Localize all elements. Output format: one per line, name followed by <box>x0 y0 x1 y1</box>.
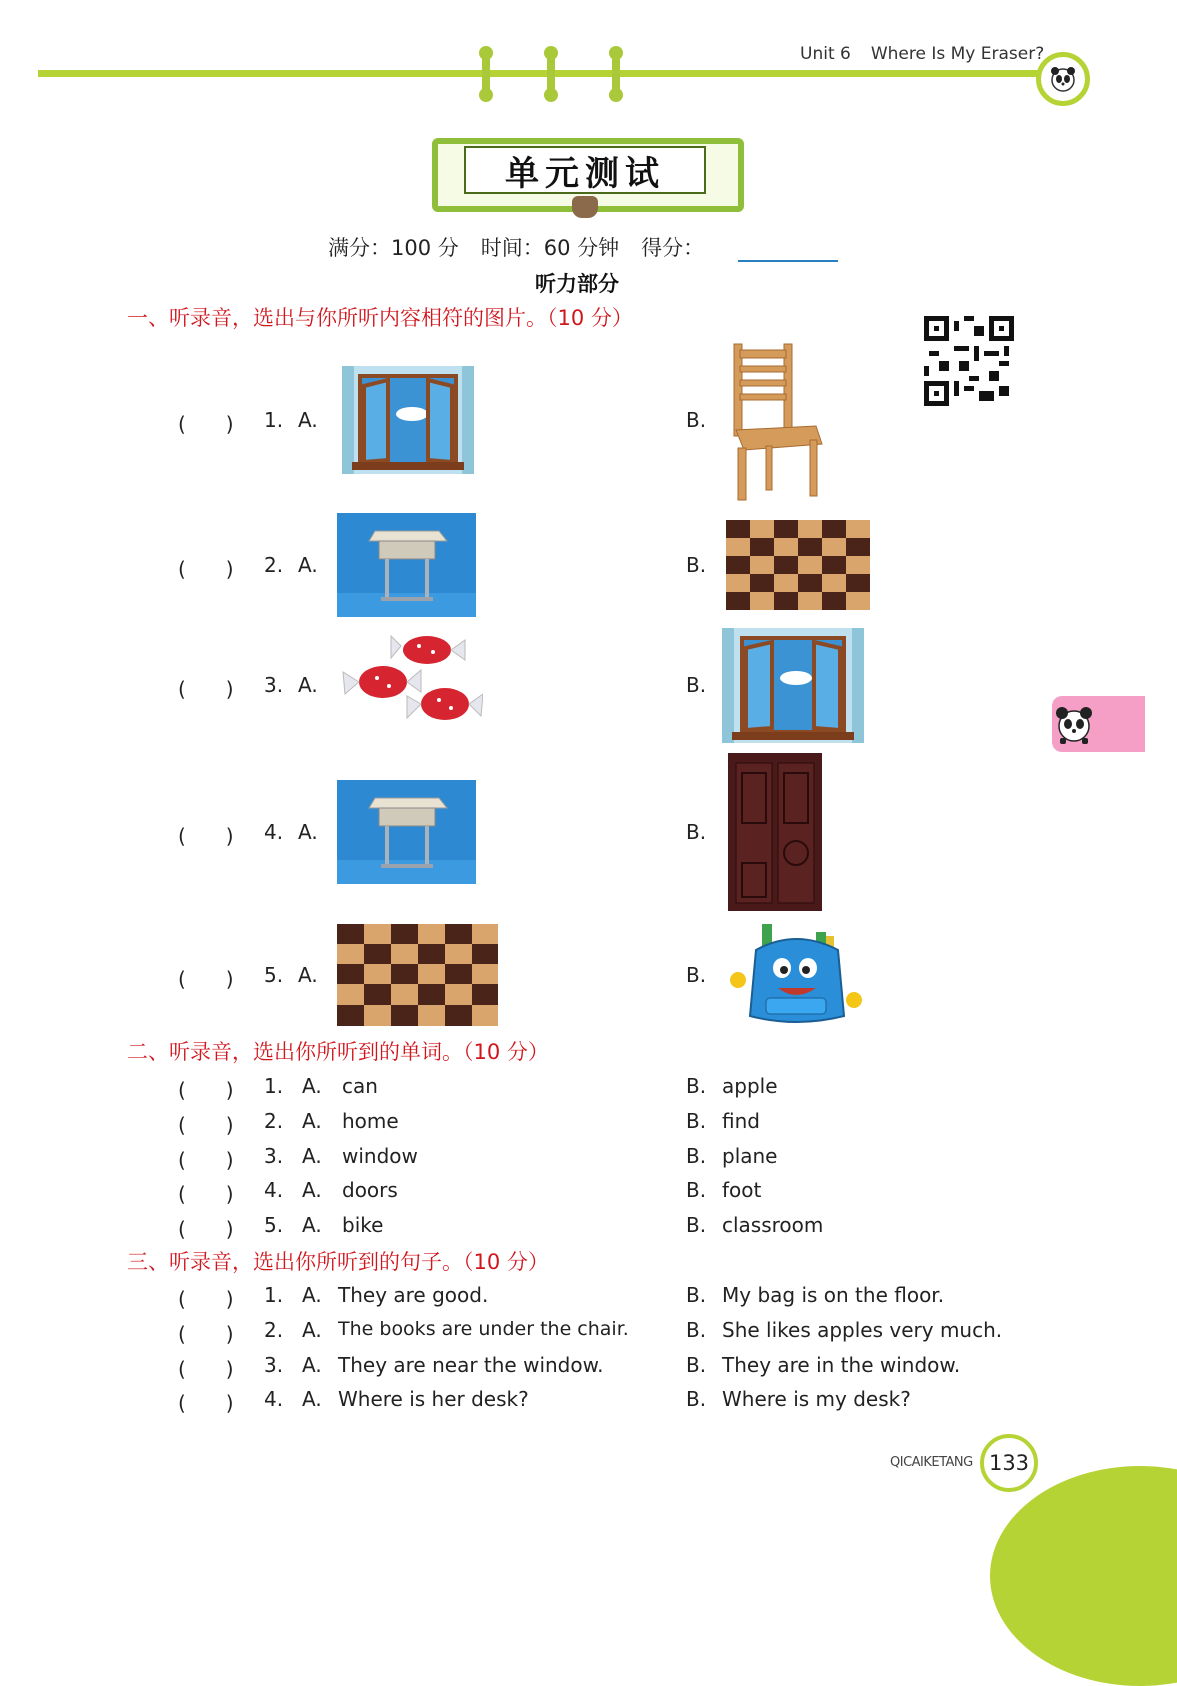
door-icon <box>726 753 824 911</box>
score-blank-field[interactable] <box>738 260 838 262</box>
option-b-text: She likes apples very much. <box>722 1318 1003 1342</box>
question-number: 1. <box>264 408 284 432</box>
option-a-text: They are good. <box>338 1283 489 1307</box>
time-limit: 时间：60 分钟 <box>480 236 620 260</box>
full-score: 满分：100 分 <box>328 236 459 260</box>
answer-blank[interactable]: ( ) <box>178 412 234 436</box>
floor-icon <box>337 924 498 1026</box>
option-a-text: They are near the window. <box>338 1353 604 1377</box>
question-number: 1. <box>264 1283 284 1307</box>
footer-brand: QICAIKETANG <box>890 1455 973 1470</box>
option-b-label: B. <box>686 673 707 697</box>
question-number: 5. <box>264 963 284 987</box>
desk-icon <box>337 513 476 617</box>
question-number: 2. <box>264 1318 284 1342</box>
option-b-text: Where is my desk? <box>722 1387 911 1411</box>
option-a-text: doors <box>342 1178 398 1202</box>
answer-blank[interactable]: ( ) <box>178 557 234 581</box>
binder-pin-icon <box>547 52 555 96</box>
answer-blank[interactable]: ( ) <box>178 1113 234 1137</box>
qr-code-icon[interactable] <box>924 316 1014 406</box>
option-b-text: foot <box>722 1178 762 1202</box>
option-b-label: B. <box>686 820 707 844</box>
option-b-label: B. <box>686 553 707 577</box>
option-a-label: A. <box>298 673 318 697</box>
answer-blank[interactable]: ( ) <box>178 967 234 991</box>
binder-pin-icon <box>612 52 620 96</box>
question-number: 1. <box>264 1074 284 1098</box>
option-a-label: A. <box>302 1074 322 1098</box>
option-a-text: Where is her desk? <box>338 1387 529 1411</box>
window-icon <box>722 628 864 743</box>
option-a-label: A. <box>302 1213 322 1237</box>
floor-icon <box>726 520 870 610</box>
question-number: 5. <box>264 1213 284 1237</box>
option-b-label: B. <box>686 1353 707 1377</box>
option-a-text: home <box>342 1109 399 1133</box>
corner-decoration <box>990 1466 1177 1686</box>
question-number: 3. <box>264 1144 284 1168</box>
option-a-label: A. <box>302 1144 322 1168</box>
option-b-label: B. <box>686 1074 707 1098</box>
schoolbag-icon <box>726 920 866 1028</box>
question-number: 2. <box>264 553 284 577</box>
option-b-text: apple <box>722 1074 778 1098</box>
option-a-label: A. <box>298 820 318 844</box>
candy-icon <box>337 630 483 740</box>
answer-blank[interactable]: ( ) <box>178 677 234 701</box>
answer-blank[interactable]: ( ) <box>178 1357 234 1381</box>
binder-pin-icon <box>482 52 490 96</box>
question-number: 2. <box>264 1109 284 1133</box>
option-b-label: B. <box>686 1144 707 1168</box>
question-number: 4. <box>264 1387 284 1411</box>
answer-blank[interactable]: ( ) <box>178 824 234 848</box>
question-number: 3. <box>264 673 284 697</box>
answer-blank[interactable]: ( ) <box>178 1148 234 1172</box>
unit-number: Unit 6 <box>800 44 851 64</box>
option-a-label: A. <box>302 1387 322 1411</box>
option-b-text: My bag is on the floor. <box>722 1283 945 1307</box>
answer-blank[interactable]: ( ) <box>178 1217 234 1241</box>
option-a-label: A. <box>302 1283 322 1307</box>
option-b-label: B. <box>686 963 707 987</box>
panda-badge-icon <box>1036 52 1090 106</box>
option-a-label: A. <box>302 1353 322 1377</box>
option-b-label: B. <box>686 1178 707 1202</box>
answer-blank[interactable]: ( ) <box>178 1391 234 1415</box>
option-a-text: window <box>342 1144 418 1168</box>
option-a-label: A. <box>298 408 318 432</box>
panda-icon <box>1052 702 1096 746</box>
option-b-label: B. <box>686 1283 707 1307</box>
answer-blank[interactable]: ( ) <box>178 1078 234 1102</box>
option-b-label: B. <box>686 1318 707 1342</box>
desk-icon <box>337 780 476 884</box>
option-b-label: B. <box>686 1213 707 1237</box>
question-number: 3. <box>264 1353 284 1377</box>
page-number: 133 <box>980 1434 1038 1492</box>
section2-title: 二、听录音，选出你所听到的单词。（10 分） <box>127 1040 549 1064</box>
option-b-text: find <box>722 1109 760 1133</box>
option-b-label: B. <box>686 408 707 432</box>
score-label: 得分： <box>641 236 705 260</box>
option-a-text: can <box>342 1074 378 1098</box>
option-a-text: The books are under the chair. <box>338 1318 629 1340</box>
score-info <box>328 232 726 262</box>
option-b-text: classroom <box>722 1213 824 1237</box>
option-a-label: A. <box>302 1318 322 1342</box>
unit-header <box>800 44 1044 64</box>
answer-blank[interactable]: ( ) <box>178 1182 234 1206</box>
option-b-label: B. <box>686 1387 707 1411</box>
section1-title: 一、听录音，选出与你所听内容相符的图片。（10 分） <box>127 306 633 330</box>
answer-blank[interactable]: ( ) <box>178 1287 234 1311</box>
window-icon <box>342 366 474 474</box>
option-a-label: A. <box>302 1109 322 1133</box>
answer-blank[interactable]: ( ) <box>178 1322 234 1346</box>
section3-title: 三、听录音，选出你所听到的句子。（10 分） <box>127 1250 549 1274</box>
listening-title: 听力部分 <box>535 272 619 296</box>
option-b-text: They are in the window. <box>722 1353 961 1377</box>
option-a-text: bike <box>342 1213 384 1237</box>
option-b-text: plane <box>722 1144 778 1168</box>
option-b-label: B. <box>686 1109 707 1133</box>
unit-title: Where Is My Eraser? <box>870 44 1045 64</box>
question-number: 4. <box>264 820 284 844</box>
question-number: 4. <box>264 1178 284 1202</box>
option-a-label: A. <box>302 1178 322 1202</box>
chair-icon <box>726 340 824 502</box>
header-bar <box>38 70 1048 77</box>
page-title: 单元测试 <box>464 146 706 194</box>
option-a-label: A. <box>298 553 318 577</box>
hand-icon <box>572 196 598 218</box>
option-a-label: A. <box>298 963 318 987</box>
